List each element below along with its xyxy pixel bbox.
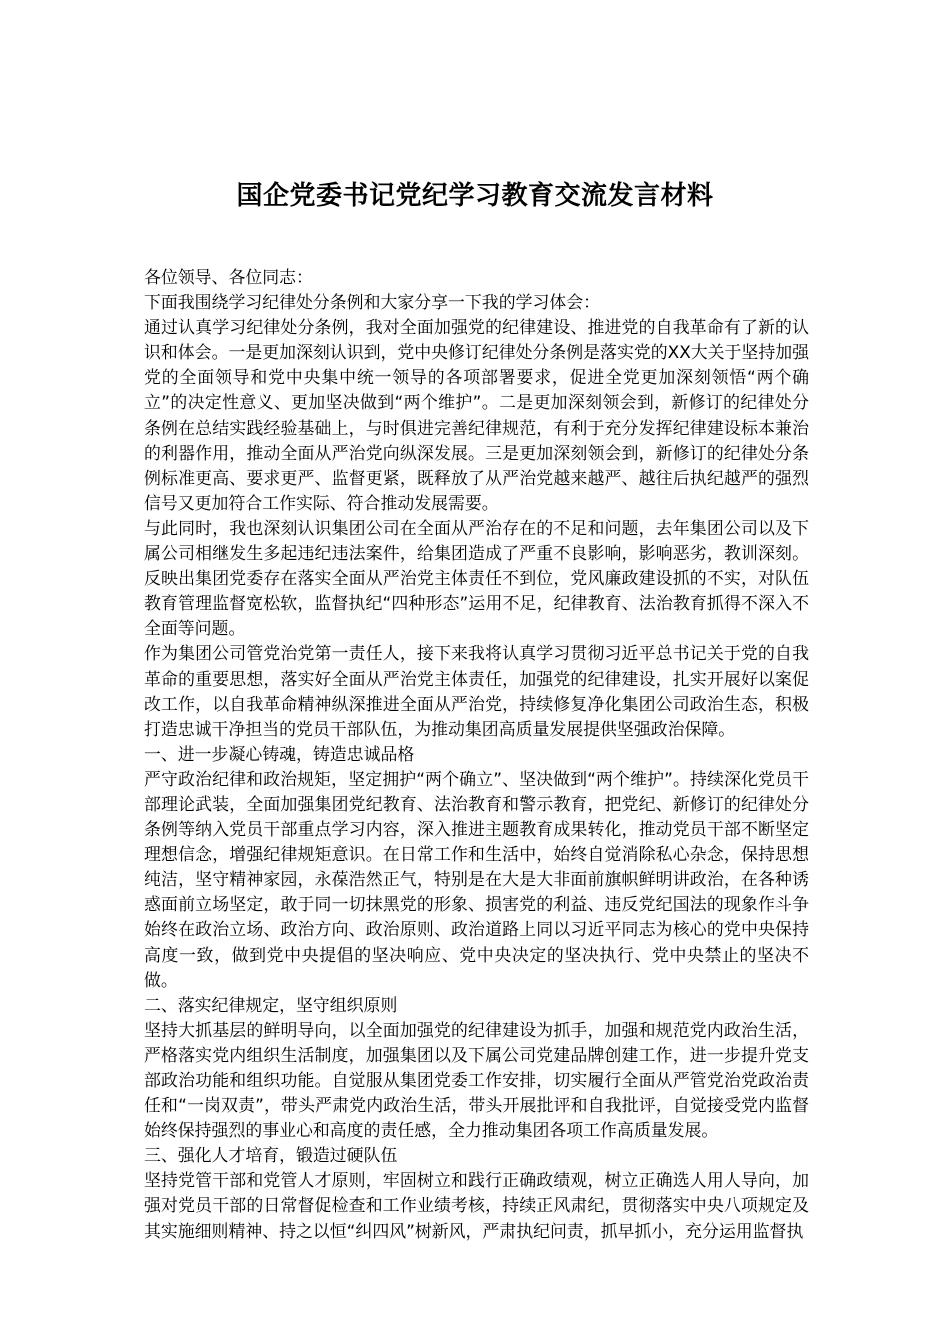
paragraph: 作为集团公司管党治党第一责任人，接下来我将认真学习贯彻习近平总书记关于党的自我革命的重要思想，落实好全面从严治党主体责任，加强党的纪律建设，扎实开展好以案促改工作，以自我革命精神纵深推进全面从严治党，持续修复净化集团公司政治生态，积极打造忠诚干净担当的党员干部队伍，为推动集团高质量发展提供坚强政治保障。 [144,643,809,739]
paragraph: 通过认真学习纪律处分条例，我对全面加强党的纪律建设、推进党的自我革命有了新的认识和体会。一是更加深刻认识到，党中央修订纪律处分条例是落实党的XX大关于坚持加强党的全面领导和党中央集中统一领导的各项部署要求，促进全党更加深刻领悟“两个确立”的决定性意义、更加坚决做到“两个维护”。二是更加深刻领会到，新修订的纪律处分条例在总结实践经验基础上，与时俱进完善纪律规范，有利于充分发挥纪律建设标本兼治的利器作用，推动全面从严治党向纵深发展。三是更加深刻领会到，新修订的纪律处分条例标准更高、要求更严、监督更紧，既释放了从严治党越来越严、越往后执纪越严的强烈信号又更加符合工作实际、符合推动发展需要。 [144,317,809,513]
section-heading: 二、落实纪律规定，坚守组织原则 [144,994,398,1015]
paragraph-intro: 下面我围绕学习纪律处分条例和大家分享一下我的学习体会： [144,292,601,313]
paragraph: 严守政治纪律和政治规矩，坚定拥护“两个确立”、坚决做到“两个维护”。持续深化党员干部理论武装，全面加强集团党纪教育、法治教育和警示教育，把党纪、新修订的纪律处分条例等纳入党员干部重点学习内容，深入推进主题教育成果转化，推动党员干部不断坚定理想信念，增强纪律规矩意识。在日常工作和生活中，始终自觉消除私心杂念，保持思想纯洁，坚守精神家园，永葆浩然正气，特别是在大是大非面前旗帜鲜明讲政治，在各种诱惑面前立场坚定，敢于同一切抹黑党的形象、损害党的利益、违反党纪国法的现象作斗争始终在政治立场、政治方向、政治原则、政治道路上同以习近平同志为核心的党中央保持高度一致，做到党中央提倡的坚决响应、党中央决定的坚决执行、党中央禁止的坚决不做。 [144,768,809,990]
section-heading: 一、进一步凝心铸魂，铸造忠诚品格 [144,743,415,764]
document-title: 国企党委书记党纪学习教育交流发言材料 [236,181,714,211]
paragraph: 与此同时，我也深刻认识集团公司在全面从严治存在的不足和问题，去年集团公司以及下属公司相继发生多起违纪违法案件，给集团造成了严重不良影响，影响恶劣，教训深刻。反映出集团党委存在落实全面从严治党主体责任不到位，党风廉政建设抓的不实，对队伍教育管理监督宽松软，监督执纪“四种形态”运用不足，纪律教育、法治教育抓得不深入不全面等问题。 [144,517,809,639]
paragraph-greeting: 各位领导、各位同志： [144,267,313,287]
section-heading: 三、强化人才培育，锻造过硬队伍 [144,1145,398,1166]
paragraph: 坚持大抓基层的鲜明导向，以全面加强党的纪律建设为抓手，加强和规范党内政治生活，严格落实党内组织生活制度，加强集团以及下属公司党建品牌创建工作，进一步提升党支部政治功能和组织功能。自觉服从集团党委工作安排，切实履行全面从严管党治党政治责任和“一岗双责”，带头严肃党内政治生活，带头开展批评和自我批评，自觉接受党内监督始终保持强烈的事业心和高度的责任感，全力推动集团各项工作高质量发展。 [144,1019,809,1141]
paragraph: 坚持党管干部和党管人才原则，牢固树立和践行正确政绩观，树立正确选人用人导向，加强对党员干部的日常督促检查和工作业绩考核，持续正风肃纪，贯彻落实中央八项规定及其实施细则精神、持之以恒“纠四风”树新风，严肃执纪问责，抓早抓小，充分运用监督执 [144,1170,809,1241]
document-body [144,265,809,1244]
